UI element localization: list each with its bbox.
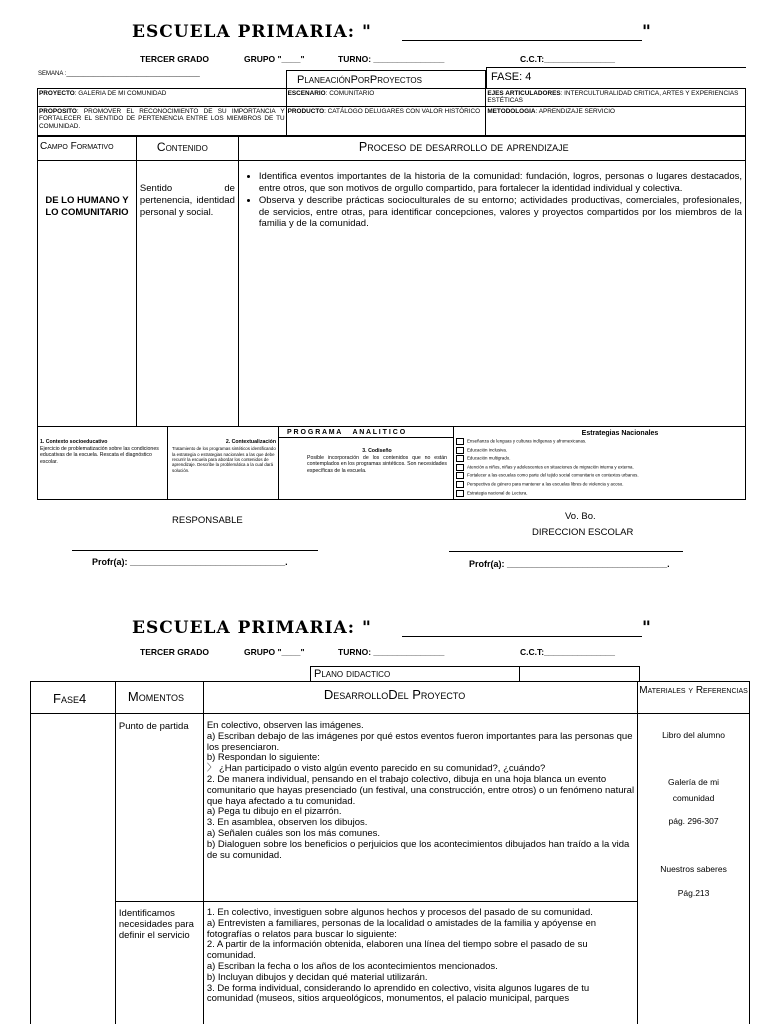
vobo-label: Vo. Bo. bbox=[565, 511, 596, 522]
contextualizacion-title: 2. Contextualización bbox=[225, 439, 276, 445]
checkbox-icon[interactable] bbox=[456, 464, 464, 471]
checkbox-icon[interactable] bbox=[456, 481, 464, 488]
grado-label: TERCER GRADO bbox=[140, 54, 209, 64]
programa-analitico-block bbox=[37, 426, 746, 500]
material-item: Libro del alumno bbox=[662, 730, 725, 740]
desarrollo-cell: En colectivo, observen las imágenes. a) Escriban debajo de las imágenes por qué estos eventos fueron importantes para las personas que los presenciaron. b) Respondan lo siguiente: 〉 ¿Han participado o visto algún evento parecido en su comunidad?, ¿cuándo? 2. De manera individual, pensando en el trabajo colectivo, dibuja en una hoja blanca un evento comunitario que hayas presenciado (un festival, una construcción, entre otros) o un fenómeno natural que haya afectado a tu comunidad. a) Pega tu dibujo en el pizarrón. 3. En asamblea, observen los dibujos. a) Señalen cuáles son los más comunes. b) Dialoguen sobre los beneficios o perjuicios que los acontecimientos dibujados han traído a la vida de su comunidad. bbox=[203, 714, 637, 902]
pda-item: • Identifica eventos importantes de la historia de la comunidad: fundación, logros, personas o lugares destacados, entre otros, que son motivos de orgullo compartido, para fortalecer la identidad individual y colectiva. bbox=[259, 171, 742, 194]
semana-field: SEMANA :________________________________________ bbox=[38, 71, 200, 77]
escenario-cell: ESCENARIO: COMUNITARIO bbox=[286, 89, 486, 107]
page1-school-title: ESCUELA PRIMARIA: " bbox=[132, 22, 372, 42]
campo-formativo-value: DE LO HUMANO Y LO COMUNITARIO bbox=[38, 161, 137, 427]
momento-cell: Punto de partida bbox=[115, 714, 203, 902]
cct-label: C.C.T:_______________ bbox=[520, 647, 615, 657]
metodologia-cell: METODOLOGIA: APRENDIZAJE SERVICIO bbox=[486, 106, 746, 135]
contextualizacion-text: Tratamiento de los programas sintéticos identificando la estrategia o estrategias nacionales a las que debe recurrir la escuela para abordar los contenidos de aprendizaje. Describe la problemática a la cual dará solución. bbox=[172, 446, 276, 473]
grado-label: TERCER GRADO bbox=[140, 647, 209, 657]
grupo-label: GRUPO "____" bbox=[244, 54, 305, 64]
codiseno-text: Posible incorporación de los contenidos que no están contemplados en los programas sintéticos. Son necesidades específicas de la escuela. bbox=[307, 455, 447, 474]
ejes-cell: EJES ARTICULADORES: INTERCULTURALIDAD CRITICA, ARTES Y EXPERIENCIAS ESTÉTICAS bbox=[486, 89, 746, 107]
fase-header: Fase4 bbox=[31, 682, 116, 714]
estrategia-item[interactable]: Estrategia nacional de Lectura. bbox=[456, 490, 744, 497]
contexto-title: 1. Contexto socioeducativo bbox=[40, 439, 108, 445]
grupo-label: GRUPO "____" bbox=[244, 647, 305, 657]
didactic-plan-table bbox=[30, 681, 750, 1024]
materiales-cell bbox=[638, 714, 750, 1024]
pda-list bbox=[245, 171, 742, 230]
estrategia-item[interactable]: Fortalecer a las escuelas como parte del tejido social comunitario en contextos urbanos. bbox=[456, 472, 744, 479]
material-item: pág. 296-307 bbox=[668, 816, 719, 826]
responsable-label: RESPONSABLE bbox=[172, 515, 243, 526]
codiseno bbox=[279, 438, 454, 499]
desarrollo-cell: 1. En colectivo, investiguen sobre algunos hechos y procesos del pasado de su comunidad. a) Entrevisten a familiares, personas de la localidad o amistades de la familia y apóyense en fotografías o relatos para buscar lo siguiente: 2. A partir de la información obtenida, elaboren una línea del tiempo sobre el pasado de su comunidad. a) Escriban la fecha o los años de los acontecimientos mencionados. b) Incluyan dibujos y decidan qué material utilizarán. 3. De forma individual, considerando lo aprendido en colectivo, visita algunos lugares de tu comunidad (museos, sitios arqueológicos, monumentos, el palacio municipal, parques bbox=[203, 902, 637, 1024]
fase-value-cell bbox=[31, 714, 116, 1024]
estrategias-nacionales bbox=[456, 430, 744, 498]
programa-analitico-title: P R O G R A M A A N A L I T I C O bbox=[279, 427, 454, 438]
header-blank-cell bbox=[520, 666, 640, 681]
profr-right: Profr(a): ________________________________. bbox=[469, 559, 670, 569]
estrategias-list bbox=[456, 438, 744, 497]
estrategias-title: Estrategias Nacionales bbox=[581, 430, 659, 437]
pda-list-cell bbox=[238, 161, 745, 427]
cct-label: C.C.T:_______________ bbox=[520, 54, 615, 64]
plano-didactico-title: Plano didactico bbox=[310, 666, 520, 681]
title-close-quote: " bbox=[642, 618, 652, 638]
desarrollo-header: DesarrolloDel Proyecto bbox=[203, 682, 637, 714]
school-name-line bbox=[402, 636, 642, 637]
title-close-quote: " bbox=[642, 22, 652, 42]
checkbox-icon[interactable] bbox=[456, 438, 464, 445]
estrategia-item[interactable]: Educación multigrado. bbox=[456, 455, 744, 462]
profr-left: Profr(a): _______________________________. bbox=[92, 557, 288, 567]
campo-header: Campo Formativo bbox=[38, 137, 137, 161]
checkbox-icon[interactable] bbox=[456, 472, 464, 479]
school-name-line bbox=[402, 40, 642, 41]
planeacion-title: PlaneaciónPorProyectos bbox=[286, 70, 486, 88]
estrategia-item[interactable]: Educación Inclusiva. bbox=[456, 447, 744, 454]
materiales-header: Materiales y Referencias bbox=[638, 682, 750, 714]
contexto-socioeducativo bbox=[38, 427, 168, 499]
momentos-header: Momentos bbox=[115, 682, 203, 714]
turno-label: TURNO: _______________ bbox=[338, 647, 445, 657]
checkbox-icon[interactable] bbox=[456, 490, 464, 497]
pda-item: • Observa y describe prácticas socioculturales de su entorno; actividades productivas, comerciales, profesionales, de servicios, entre otras, para identificar concepciones, valores y proyectos compartidos por los miembros de la familia y de la comunidad. bbox=[259, 195, 742, 230]
momento-cell: Identificamos necesidades para definir el servicio bbox=[115, 902, 203, 1024]
checkbox-icon[interactable] bbox=[456, 455, 464, 462]
material-item: Nuestros saberes bbox=[660, 864, 727, 874]
estrategia-item[interactable]: Atención a niños, niñas y adolescentes en situaciones de migración interna y externa. bbox=[456, 464, 744, 471]
producto-cell: PRODUCTO: CATÁLOGO DELUGARES CON VALOR HISTÓRICO bbox=[286, 106, 486, 135]
material-item: Pág.213 bbox=[677, 888, 710, 898]
estrategia-item[interactable]: Perspectiva de género para mantener a las escuelas libres de violencia y acoso. bbox=[456, 481, 744, 488]
turno-label: TURNO: _______________ bbox=[338, 54, 445, 64]
signature-line-left bbox=[72, 550, 318, 551]
contextualizacion bbox=[168, 427, 279, 499]
project-info-table bbox=[37, 88, 746, 136]
contexto-text: Ejercicio de problematización sobre las condiciones educativas de la escuela. Rescata el diagnóstico escolar. bbox=[40, 446, 159, 465]
direccion-label: DIRECCION ESCOLAR bbox=[532, 527, 634, 538]
checkbox-icon[interactable] bbox=[456, 447, 464, 454]
estrategia-item[interactable]: Enseñanza de lenguas y culturas indígenas y afromexicanas. bbox=[456, 438, 744, 445]
contenido-header: Contenido bbox=[136, 137, 238, 161]
proyecto-cell: PROYECTO: GALERIA DE MI COMUNIDAD bbox=[38, 89, 287, 107]
material-item: Galería de mi comunidad bbox=[668, 777, 720, 803]
contenido-value: Sentido de pertenencia, identidad personal y social. bbox=[136, 161, 238, 427]
proceso-header: Proceso de desarrollo de aprendizaje bbox=[238, 137, 745, 161]
curriculum-table bbox=[37, 136, 746, 427]
page2-school-title: ESCUELA PRIMARIA: " bbox=[132, 618, 372, 638]
fase-label: FASE: 4 bbox=[486, 67, 746, 88]
codiseno-title: 3. Codiseño bbox=[362, 448, 392, 454]
proposito-cell: PROPOSITO: PROMOVER EL RECONOCIMIENTO DE SU IMPORTANCIA Y FORTALECER EL SENTIDO DE PERTENENCIA ENTRE LOS MIEMBROS DE TU COMUNIDAD. bbox=[38, 106, 287, 135]
signature-line-right bbox=[449, 551, 683, 552]
